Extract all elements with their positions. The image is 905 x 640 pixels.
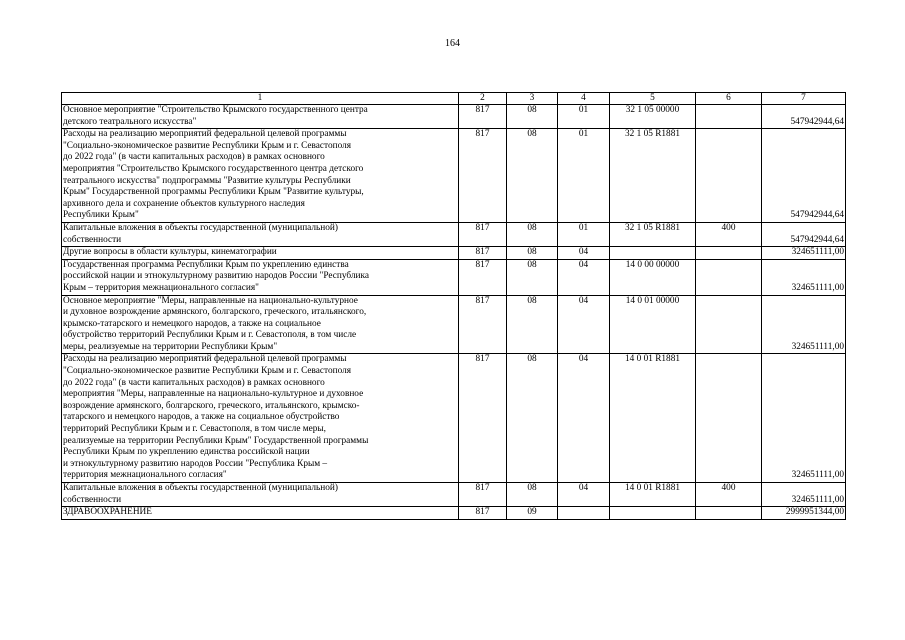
row-csr-cell: 14 0 00 00000 [610, 259, 696, 295]
row-rz-cell: 08 [507, 483, 558, 507]
row-vr-cell [696, 295, 762, 354]
row-pr-cell [558, 507, 610, 520]
row-rz-cell: 08 [507, 354, 558, 483]
row-vr-cell [696, 105, 762, 129]
row-pr-cell: 01 [558, 105, 610, 129]
row-amount-cell: 324651111,00 [762, 259, 846, 295]
row-csr-cell: 14 0 01 R1881 [610, 354, 696, 483]
row-name-cell: Основное мероприятие "Меры, направленные на национально-культурное и духовное возрождение армянского, болгарского, греческого, итальянского, крымско-татарского и немецкого народов, а также на социальное обустройство территорий Республики Крым и г. Севастополя, в том числе меры, реализуемые на территории Республики Крым" [62, 295, 459, 354]
table-row [62, 129, 846, 223]
row-amount-cell: 547942944,64 [762, 222, 846, 246]
row-name-cell: ЗДРАВООХРАНЕНИЕ [62, 507, 459, 520]
row-ved-cell: 817 [459, 105, 507, 129]
row-name-cell: Капитальные вложения в объекты государственной (муниципальной) собственности [62, 483, 459, 507]
row-pr-cell: 04 [558, 247, 610, 260]
row-name-cell: Расходы на реализацию мероприятий федеральной целевой программы "Социально-экономическое развитие Республики Крым и г. Севастополя до 2022 года" (в части капитальных расходов) в рамках основного мероприятия "Меры, направленные на национально-культурное и духовное возрождение армянского, болгарского, греческого, итальянского, крымско- татарского и немецкого народов, а также на социальное обустройство территорий Республики Крым и г. Севастополя, в том числе меры, реализуемые на территории Республики Крым" Государственной программы Республики Крым по укреплению единства российской нации и этнокультурному развитию народов России "Республика Крым – территория межнационального согласия" [62, 354, 459, 483]
row-vr-cell [696, 129, 762, 223]
header-col-6: 6 [696, 93, 762, 105]
row-vr-cell [696, 354, 762, 483]
row-csr-cell [610, 507, 696, 520]
table-row [62, 507, 846, 520]
budget-table-body [62, 93, 846, 520]
row-name-cell: Государственная программа Республики Крым по укреплению единства российской нации и этнокультурному развитию народов России "Республика Крым – территория межнационального согласия" [62, 259, 459, 295]
row-vr-cell [696, 247, 762, 260]
row-rz-cell: 08 [507, 105, 558, 129]
row-csr-cell: 14 0 01 R1881 [610, 483, 696, 507]
row-ved-cell: 817 [459, 222, 507, 246]
row-rz-cell: 08 [507, 247, 558, 260]
row-csr-cell: 32 1 05 R1881 [610, 129, 696, 223]
row-rz-cell: 08 [507, 222, 558, 246]
page-number: 164 [445, 38, 460, 49]
row-amount-cell: 324651111,00 [762, 483, 846, 507]
row-amount-cell: 547942944,64 [762, 129, 846, 223]
row-vr-cell: 400 [696, 483, 762, 507]
row-name-cell: Другие вопросы в области культуры, кинематографии [62, 247, 459, 260]
table-row [62, 354, 846, 483]
header-col-1: 1 [62, 93, 459, 105]
row-rz-cell: 09 [507, 507, 558, 520]
row-pr-cell: 01 [558, 129, 610, 223]
row-vr-cell [696, 507, 762, 520]
row-ved-cell: 817 [459, 247, 507, 260]
row-csr-cell [610, 247, 696, 260]
table-header-row [62, 93, 846, 105]
row-pr-cell: 04 [558, 259, 610, 295]
header-col-5: 5 [610, 93, 696, 105]
row-ved-cell: 817 [459, 295, 507, 354]
row-vr-cell [696, 259, 762, 295]
row-csr-cell: 32 1 05 R1881 [610, 222, 696, 246]
row-amount-cell: 2999951344,00 [762, 507, 846, 520]
header-col-7: 7 [762, 93, 846, 105]
row-rz-cell: 08 [507, 259, 558, 295]
row-pr-cell: 04 [558, 354, 610, 483]
table-row [62, 105, 846, 129]
row-pr-cell: 01 [558, 222, 610, 246]
row-csr-cell: 14 0 01 00000 [610, 295, 696, 354]
row-ved-cell: 817 [459, 507, 507, 520]
row-ved-cell: 817 [459, 483, 507, 507]
row-name-cell: Расходы на реализацию мероприятий федеральной целевой программы "Социально-экономическое развитие Республики Крым и г. Севастополя до 2022 года" (в части капитальных расходов) в рамках основного мероприятия "Строительство Крымского государственного центра детского театрального искусства" подпрограммы "Развитие культуры Республики Крым" Государственной программы Республики Крым "Развитие культуры, архивного дела и сохранение объектов культурного наследия Республики Крым" [62, 129, 459, 223]
row-name-cell: Капитальные вложения в объекты государственной (муниципальной) собственности [62, 222, 459, 246]
budget-table [61, 92, 846, 520]
table-row [62, 295, 846, 354]
row-amount-cell: 547942944,64 [762, 105, 846, 129]
row-ved-cell: 817 [459, 129, 507, 223]
row-amount-cell: 324651111,00 [762, 354, 846, 483]
header-col-2: 2 [459, 93, 507, 105]
row-pr-cell: 04 [558, 483, 610, 507]
header-col-3: 3 [507, 93, 558, 105]
table-row [62, 247, 846, 260]
table-row [62, 222, 846, 246]
header-col-4: 4 [558, 93, 610, 105]
table-row [62, 483, 846, 507]
row-vr-cell: 400 [696, 222, 762, 246]
row-ved-cell: 817 [459, 354, 507, 483]
row-rz-cell: 08 [507, 295, 558, 354]
row-name-cell: Основное мероприятие "Строительство Крымского государственного центра детского театрального искусства" [62, 105, 459, 129]
row-rz-cell: 08 [507, 129, 558, 223]
row-amount-cell: 324651111,00 [762, 295, 846, 354]
row-csr-cell: 32 1 05 00000 [610, 105, 696, 129]
row-pr-cell: 04 [558, 295, 610, 354]
table-row [62, 259, 846, 295]
row-ved-cell: 817 [459, 259, 507, 295]
row-amount-cell: 324651111,00 [762, 247, 846, 260]
